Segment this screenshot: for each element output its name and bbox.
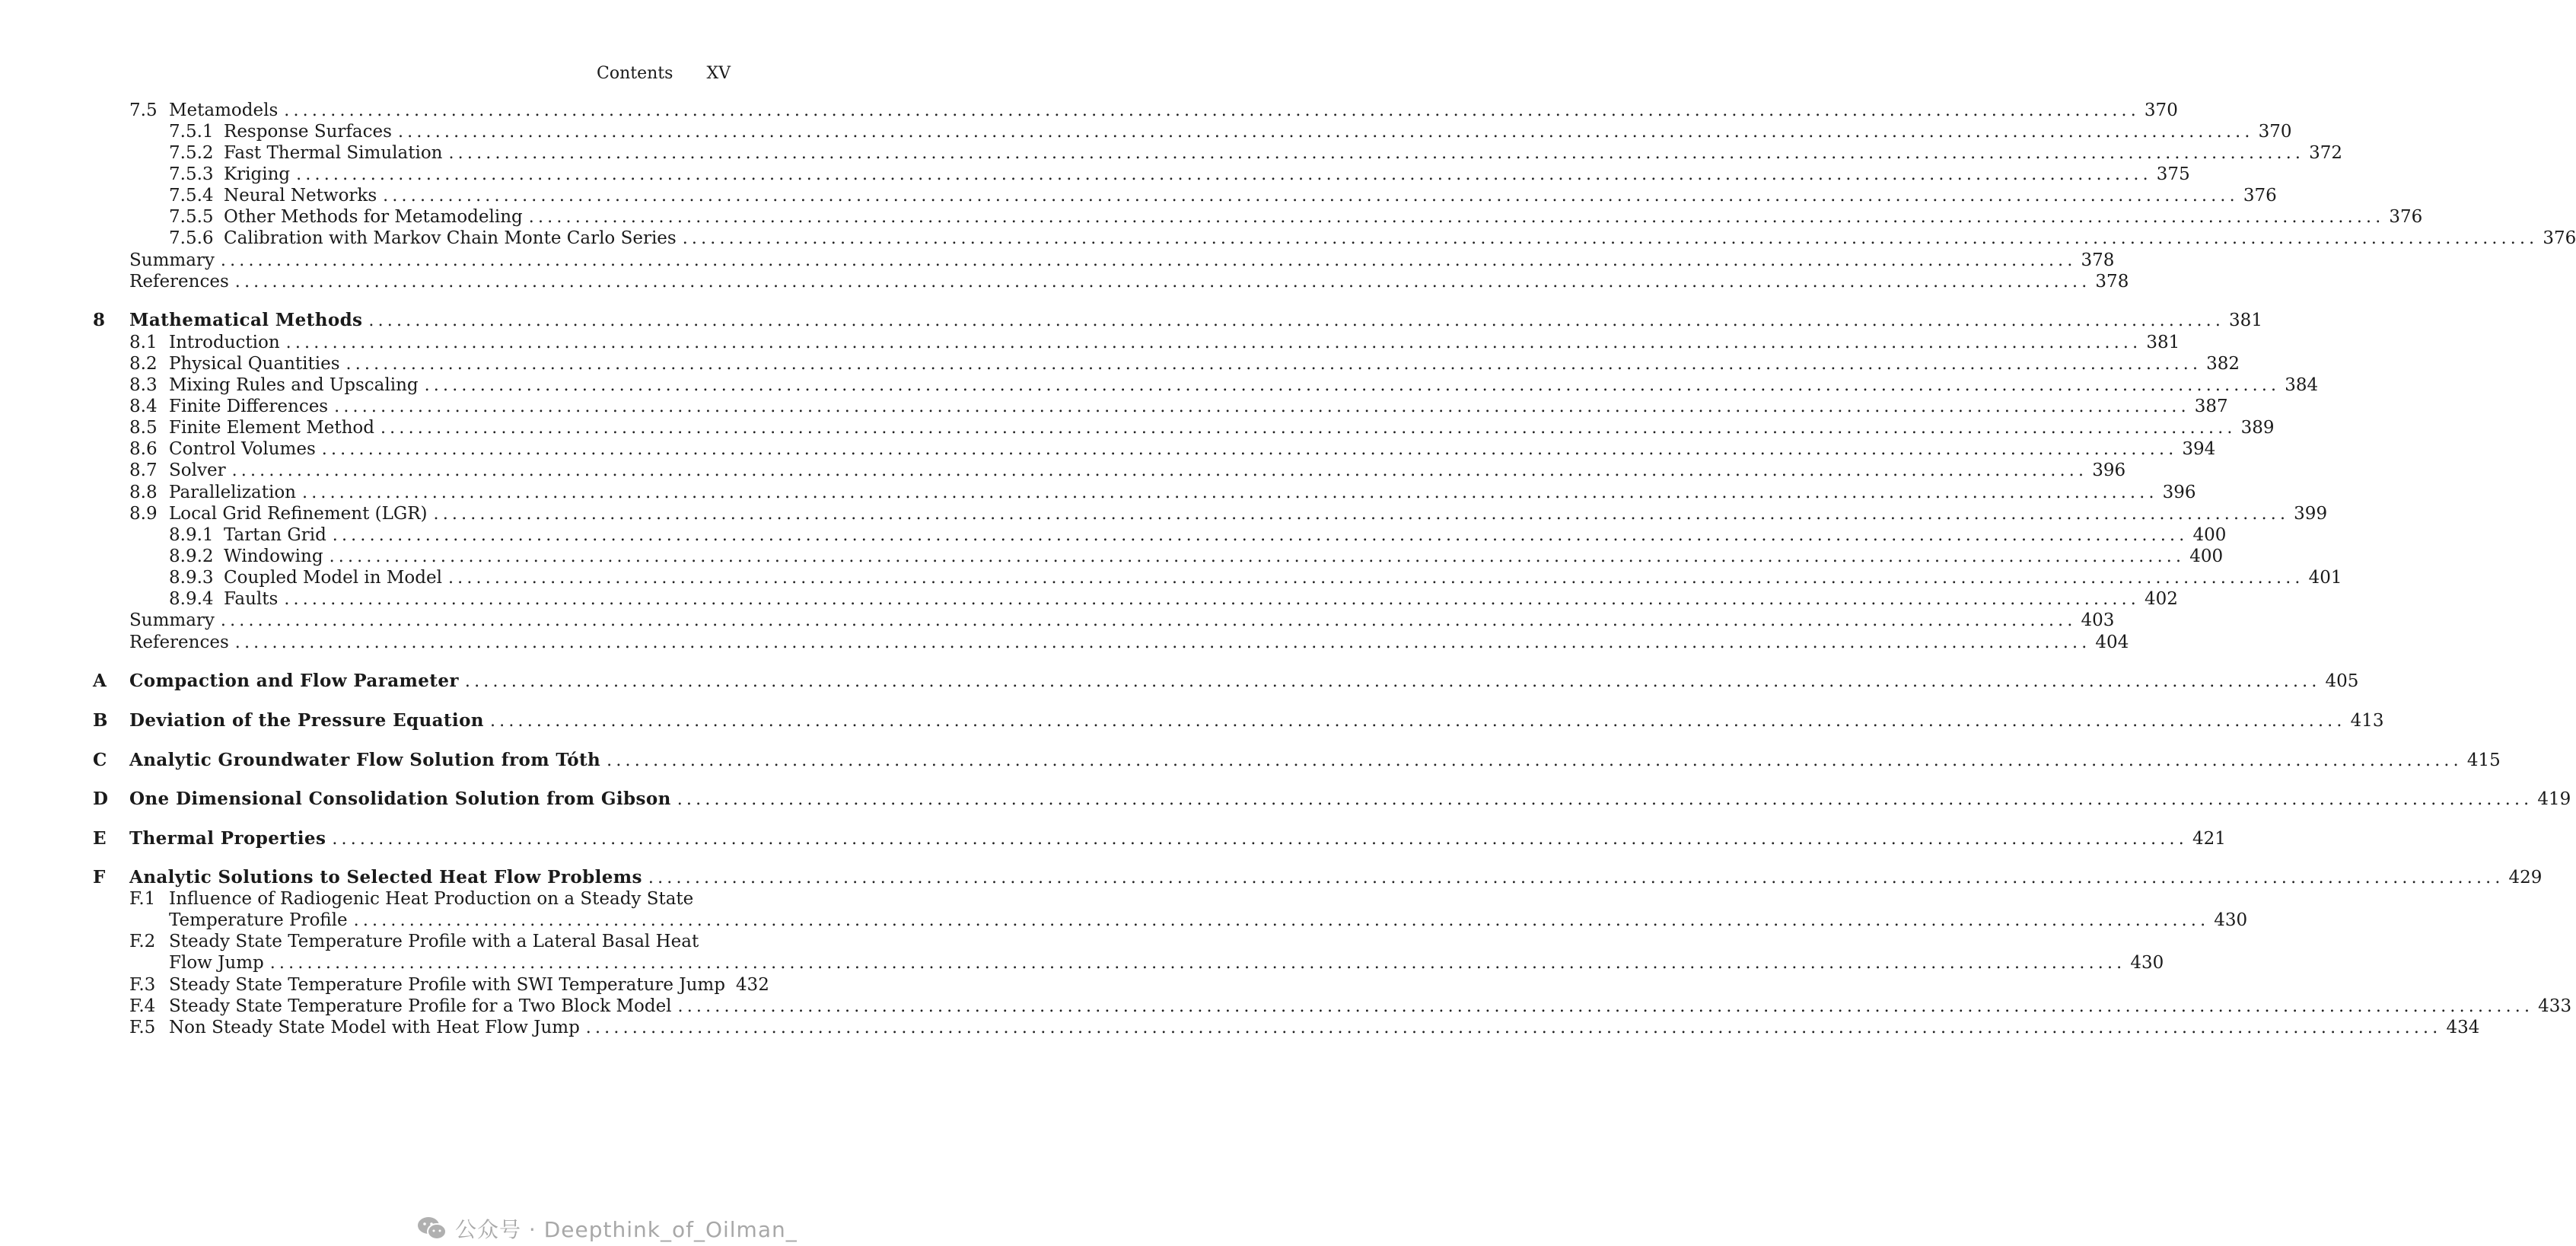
toc-entry-title: Kriging <box>224 164 291 184</box>
toc-entry-title: Deviation of the Pressure Equation <box>129 710 484 731</box>
toc-entry-number: 8.9.4 <box>169 589 214 609</box>
toc-entry-page: 387 <box>2194 397 2228 416</box>
toc-entry-page: 401 <box>2308 568 2342 588</box>
toc-entry <box>169 951 2164 974</box>
dot-leader: ........................................................................................................................................................................................................ <box>285 333 2142 352</box>
toc-entry <box>129 438 2216 460</box>
toc-entry-title: Mixing Rules and Upscaling <box>169 375 419 395</box>
dot-leader: ........................................................................................................................................................................................................ <box>682 229 2539 248</box>
toc-entry <box>169 588 2178 610</box>
toc-entry-number: 7.5.6 <box>169 228 214 248</box>
toc-entry-number: 8.5 <box>129 418 158 438</box>
toc-entry <box>129 459 2126 482</box>
toc-entry <box>129 416 2275 439</box>
toc-entry-number: 8.4 <box>129 397 158 416</box>
toc-entry <box>93 670 2359 693</box>
dot-leader: ........................................................................................................................................................................................................ <box>677 997 2534 1016</box>
toc-entry-title: Fast Thermal Simulation <box>224 143 443 163</box>
toc-entry-title: Finite Differences <box>169 397 329 416</box>
toc-entry-number: F.4 <box>129 996 156 1016</box>
toc-entry <box>129 930 699 953</box>
toc-entry <box>169 545 2224 568</box>
toc-entry-number: F <box>93 867 106 887</box>
toc-entry <box>129 609 2115 632</box>
dot-leader: ........................................................................................................................................................................................................ <box>424 376 2281 395</box>
toc-entry-page: 389 <box>2240 418 2275 438</box>
toc-entry-title: Thermal Properties <box>129 828 326 849</box>
dot-leader: ........................................................................................................................................................................................................ <box>380 419 2237 438</box>
dot-leader: ........................................................................................................................................................................................................ <box>296 165 2152 184</box>
toc-entry-number: 7.5.1 <box>169 122 214 142</box>
toc-entry-number: 8 <box>93 310 106 330</box>
toc-entry-title: Summary <box>129 610 215 630</box>
dot-leader: ........................................................................................................................................................................................................ <box>332 830 2188 849</box>
dot-leader: ........................................................................................................................................................................................................ <box>269 954 2126 973</box>
toc-entry-number: 8.7 <box>129 460 158 480</box>
dot-leader: ........................................................................................................................................................................................................ <box>383 186 2239 206</box>
toc-entry-number: 8.6 <box>129 439 158 459</box>
toc-entry-title: Solver <box>169 460 226 480</box>
toc-entry <box>169 909 2248 932</box>
toc-entry-number: C <box>93 750 107 770</box>
toc-entry-number: 7.5.4 <box>169 186 214 206</box>
running-head-page: XV <box>706 64 731 83</box>
toc-entry-number: F.3 <box>129 975 156 995</box>
toc-entry-page: 430 <box>2130 953 2164 973</box>
toc-entry <box>93 709 2384 732</box>
toc-entry-page: 384 <box>2285 375 2319 395</box>
toc-entry <box>93 309 2262 332</box>
toc-entry <box>129 395 2228 418</box>
dot-leader: ........................................................................................................................................................................................................ <box>345 355 2202 374</box>
toc-entry-title: Physical Quantities <box>169 354 340 374</box>
toc-entry-page: 400 <box>2192 525 2227 545</box>
toc-entry-number: 7.5.5 <box>169 207 214 227</box>
dot-leader: ........................................................................................................................................................................................................ <box>334 397 2190 416</box>
toc-entry-title: Windowing <box>224 547 323 566</box>
toc-entry-number: 8.3 <box>129 375 158 395</box>
toc-entry-number: F.1 <box>129 889 156 909</box>
toc-entry <box>129 995 2572 1018</box>
toc-entry-number: 8.8 <box>129 483 158 502</box>
toc-entry-page: 376 <box>2389 207 2423 227</box>
toc-entry-title: References <box>129 272 229 292</box>
dot-leader: ........................................................................................................................................................................................................ <box>448 144 2305 163</box>
toc-entry-page: 403 <box>2081 610 2115 630</box>
toc-entry <box>129 1016 2480 1039</box>
toc-entry-title: Steady State Temperature Profile for a Two Block Model <box>169 996 672 1016</box>
toc-entry-page: 413 <box>2350 711 2384 731</box>
toc-entry-title: Finite Element Method <box>169 418 374 438</box>
toc-entry-title: Influence of Radiogenic Heat Production on a Steady State <box>169 889 694 909</box>
dot-leader: ........................................................................................................................................................................................................ <box>231 461 2088 480</box>
toc-entry-title: Non Steady State Model with Heat Flow Jump <box>169 1018 580 1037</box>
toc-entry-title: Analytic Groundwater Flow Solution from Tóth <box>129 750 601 770</box>
dot-leader: ........................................................................................................................................................................................................ <box>220 611 2077 630</box>
toc-entry-title: Tartan Grid <box>224 525 326 545</box>
toc-entry <box>93 788 2571 811</box>
toc-entry <box>129 974 769 996</box>
dot-leader: ........................................................................................................................................................................................................ <box>220 251 2077 270</box>
toc-entry-page: 421 <box>2192 829 2226 849</box>
toc-entry-title: Coupled Model in Model <box>224 568 442 588</box>
toc-entry-title: Faults <box>224 589 279 609</box>
dot-leader: ........................................................................................................................................................................................................ <box>464 672 2321 691</box>
toc-entry-page: 405 <box>2325 671 2359 691</box>
toc-entry <box>129 374 2319 397</box>
watermark-text: 公众号 · Deepthink_of_Oilman_ <box>455 1217 798 1242</box>
toc-entry <box>169 184 2277 207</box>
toc-entry-number: F.5 <box>129 1018 156 1037</box>
dot-leader: ........................................................................................................................................................................................................ <box>447 569 2304 588</box>
toc-entry <box>169 142 2343 164</box>
dot-leader: ........................................................................................................................................................................................................ <box>368 311 2225 330</box>
toc-entry-title: Neural Networks <box>224 186 377 206</box>
dot-leader: ........................................................................................................................................................................................................ <box>284 101 2140 120</box>
dot-leader: ........................................................................................................................................................................................................ <box>234 272 2091 292</box>
toc-entry-number: 7.5.2 <box>169 143 214 163</box>
toc-entry-title: Introduction <box>169 333 280 352</box>
toc-entry-page: 399 <box>2294 504 2328 524</box>
toc-entry-page: 376 <box>2543 228 2576 248</box>
toc-entry <box>129 270 2129 293</box>
watermark <box>417 1213 798 1244</box>
toc-entry <box>129 631 2129 654</box>
toc-entry-page: 378 <box>2095 272 2129 292</box>
toc-entry-page: 394 <box>2182 439 2216 459</box>
toc-entry-page: 381 <box>2146 333 2180 352</box>
toc-entry-title: Steady State Temperature Profile with a Lateral Basal Heat <box>169 932 699 951</box>
toc-entry-number: F.2 <box>129 932 156 951</box>
dot-leader: ........................................................................................................................................................................................................ <box>329 547 2186 566</box>
toc-entry-page: 396 <box>2162 483 2196 502</box>
toc-entry <box>93 827 2226 850</box>
toc-entry-title: Steady State Temperature Profile with SWI Temperature Jump <box>169 975 725 995</box>
toc-entry-number: 8.9.1 <box>169 525 214 545</box>
toc-entry <box>129 249 2115 272</box>
toc-entry <box>129 887 693 910</box>
toc-entry-page: 375 <box>2156 164 2190 184</box>
toc-entry-title: References <box>129 633 229 652</box>
toc-entry-title: Other Methods for Metamodeling <box>224 207 523 227</box>
toc-entry-page: 402 <box>2144 589 2178 609</box>
toc-entry-title: Summary <box>129 250 215 270</box>
toc-entry <box>129 99 2178 122</box>
toc-entry-page: 381 <box>2229 311 2262 330</box>
toc-entry-number: 8.2 <box>129 354 158 374</box>
toc-entry-page: 415 <box>2466 750 2501 770</box>
toc-entry-title: Control Volumes <box>169 439 316 459</box>
toc-entry-page: 396 <box>2092 460 2126 480</box>
toc-entry-title: Analytic Solutions to Selected Heat Flow Problems <box>129 867 642 887</box>
toc-entry <box>93 866 2543 889</box>
toc-entry-page: 372 <box>2309 143 2343 163</box>
toc-entry <box>169 163 2190 186</box>
toc-entry <box>169 206 2423 228</box>
dot-leader: ........................................................................................................................................................................................................ <box>284 590 2140 609</box>
toc-entry <box>129 352 2240 375</box>
toc-entry-number: D <box>93 789 108 809</box>
toc-entry-number: 7.5.3 <box>169 164 214 184</box>
dot-leader: ........................................................................................................................................................................................................ <box>677 790 2533 809</box>
toc-entry-page: 432 <box>735 975 769 995</box>
toc-entry-number: 8.1 <box>129 333 158 352</box>
dot-leader: ........................................................................................................................................................................................................ <box>234 633 2091 652</box>
toc-entry-title: Compaction and Flow Parameter <box>129 671 459 691</box>
toc-entry-title: Response Surfaces <box>224 122 392 142</box>
dot-leader: ........................................................................................................................................................................................................ <box>433 505 2290 524</box>
toc-entry-number: 8.9 <box>129 504 158 524</box>
toc-entry-number: 8.9.2 <box>169 547 214 566</box>
toc-entry-title: Temperature Profile <box>169 910 348 930</box>
toc-entry <box>129 502 2328 525</box>
toc-entry-page: 378 <box>2081 250 2115 270</box>
toc-entry-page: 434 <box>2446 1018 2480 1037</box>
toc-entry-number: 8.9.3 <box>169 568 214 588</box>
toc-entry <box>129 481 2196 504</box>
toc-entry <box>129 331 2180 354</box>
dot-leader: ........................................................................................................................................................................................................ <box>353 911 2210 930</box>
toc-entry-title: One Dimensional Consolidation Solution from Gibson <box>129 789 671 809</box>
toc-entry-page: 430 <box>2214 910 2248 930</box>
toc-entry-title: Parallelization <box>169 483 296 502</box>
toc-entry-number: E <box>93 828 107 849</box>
toc-entry <box>169 524 2227 547</box>
dot-leader: ........................................................................................................................................................................................................ <box>585 1018 2442 1037</box>
dot-leader: ........................................................................................................................................................................................................ <box>607 751 2463 770</box>
toc-entry-page: 404 <box>2095 633 2129 652</box>
toc-entry-title: Metamodels <box>169 100 279 120</box>
dot-leader: ........................................................................................................................................................................................................ <box>321 440 2178 459</box>
toc-entry-number: A <box>93 671 107 691</box>
toc-entry-title: Mathematical Methods <box>129 310 363 330</box>
toc-entry-title: Calibration with Markov Chain Monte Carlo Series <box>224 228 677 248</box>
toc-entry <box>93 749 2501 772</box>
toc-entry-page: 419 <box>2537 789 2571 809</box>
toc-entry-page: 400 <box>2189 547 2224 566</box>
dot-leader: ........................................................................................................................................................................................................ <box>648 868 2504 887</box>
toc-entry <box>169 227 2576 250</box>
dot-leader: ........................................................................................................................................................................................................ <box>302 483 2158 502</box>
toc-entry-page: 370 <box>2144 100 2178 120</box>
running-head-section: Contents <box>597 64 673 83</box>
wechat-icon <box>417 1216 447 1241</box>
toc-entry-page: 433 <box>2538 996 2572 1016</box>
dot-leader: ........................................................................................................................................................................................................ <box>332 526 2189 545</box>
toc-entry-page: 376 <box>2243 186 2277 206</box>
toc-entry-page: 429 <box>2508 868 2543 887</box>
toc-entry-number: 7.5 <box>129 100 158 120</box>
toc-entry-title: Local Grid Refinement (LGR) <box>169 504 428 524</box>
toc-entry <box>169 566 2342 589</box>
toc-entry <box>169 120 2292 143</box>
dot-leader: ........................................................................................................................................................................................................ <box>528 208 2385 227</box>
toc-entry-page: 382 <box>2206 354 2240 374</box>
toc-entry-title: Flow Jump <box>169 953 264 973</box>
toc-entry-number: B <box>93 710 108 731</box>
dot-leader: ........................................................................................................................................................................................................ <box>397 123 2254 142</box>
toc-entry-page: 370 <box>2258 122 2292 142</box>
dot-leader: ........................................................................................................................................................................................................ <box>489 712 2346 731</box>
